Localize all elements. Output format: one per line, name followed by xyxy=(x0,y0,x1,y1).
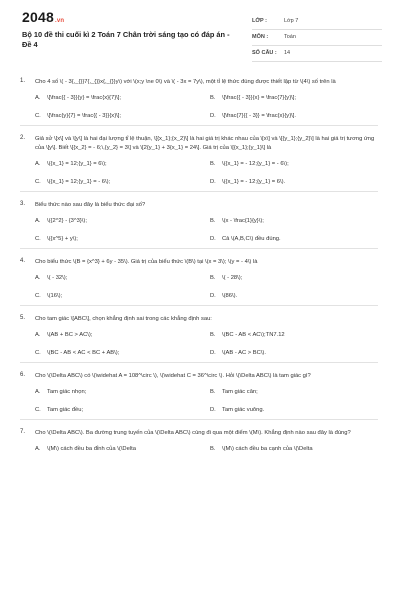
option-letter: A. xyxy=(35,95,41,101)
option-text: \({x_1} = - 12;{y_1} = 6\). xyxy=(222,179,286,185)
option-a[interactable] xyxy=(35,94,210,103)
option-text: \(86\). xyxy=(222,293,238,299)
option-a[interactable] xyxy=(35,388,210,397)
question-text: Biểu thức nào sau đây là biểu thức đại số? xyxy=(35,202,146,208)
option-d[interactable] xyxy=(210,235,385,244)
meta-key: SỐ CÂU : xyxy=(252,50,277,56)
meta-row-class xyxy=(252,14,382,30)
meta-value: Lớp 7 xyxy=(284,18,299,24)
question-1 xyxy=(20,78,378,126)
question-text: Cho tam giác \[ABC\], chọn khẳng định sai trong các khẳng định sau: xyxy=(35,316,212,322)
option-text: Cả \(A,B,C\) đều đúng. xyxy=(222,236,281,242)
option-text: Tam giác đều; xyxy=(47,407,84,413)
option-b[interactable] xyxy=(210,217,385,226)
question-number: 7. xyxy=(20,429,26,435)
option-letter: C. xyxy=(35,179,41,185)
question-text: Cho 4 số \( - 3{,_{}}7{,_{}}x{,_{}}y\) với \(x;y \ne 0\) và \( - 3x = 7y\), một tỉ lệ thức đúng được thiết lập từ \(4\) số trên là xyxy=(35,79,336,85)
option-a[interactable] xyxy=(35,331,210,340)
option-text: Tam giác nhọn; xyxy=(47,389,87,395)
option-letter: D. xyxy=(210,407,216,413)
option-a[interactable] xyxy=(35,160,210,169)
option-letter: A. xyxy=(35,275,41,281)
site-logo[interactable] xyxy=(22,9,64,25)
option-text: \(M\) cách đều ba cạnh của \(\Delta xyxy=(222,446,313,452)
option-d[interactable] xyxy=(210,349,385,358)
exam-meta xyxy=(252,14,382,62)
option-text: \(BC - AB < AC < BC + AB\); xyxy=(47,350,120,356)
answer-options xyxy=(35,388,378,415)
option-letter: D. xyxy=(210,236,216,242)
meta-value: 14 xyxy=(284,50,291,56)
option-a[interactable] xyxy=(35,217,210,226)
option-text: \(AB - AC > BC\). xyxy=(222,350,266,356)
option-c[interactable] xyxy=(35,292,210,301)
option-text: \( - 28\); xyxy=(222,275,243,281)
option-text: \(AB + BC > AC\); xyxy=(47,332,93,338)
answer-options xyxy=(35,274,378,301)
option-text: \(M\) cách đều ba đỉnh của \(\Delta xyxy=(47,446,136,452)
option-b[interactable] xyxy=(210,445,385,454)
option-letter: C. xyxy=(35,350,41,356)
option-text: \({x_1} = 12;{y_1} = - 6\); xyxy=(47,179,111,185)
question-5 xyxy=(20,315,378,363)
option-letter: C. xyxy=(35,407,41,413)
question-3 xyxy=(20,201,378,249)
option-letter: B. xyxy=(210,95,216,101)
page-header xyxy=(0,0,400,66)
option-letter: C. xyxy=(35,236,41,242)
question-number: 3. xyxy=(20,201,26,207)
option-letter: D. xyxy=(210,350,216,356)
question-7 xyxy=(20,429,378,458)
question-text: Cho biểu thức \(B = {x^3} + 6y - 35\). Giá trị của biểu thức \(B\) tại \(x = 3\); \(y = - 4\) là xyxy=(35,259,258,265)
option-letter: D. xyxy=(210,293,216,299)
question-4 xyxy=(20,258,378,306)
option-letter: D. xyxy=(210,179,216,185)
option-text: \(x - \frac{1}{y}\); xyxy=(222,218,264,224)
option-text: \( - 32\); xyxy=(47,275,68,281)
question-2 xyxy=(20,135,378,192)
answer-options xyxy=(35,331,378,358)
option-letter: B. xyxy=(210,389,216,395)
meta-value: Toán xyxy=(284,34,296,40)
logo-number: 2048 xyxy=(22,9,54,25)
answer-options xyxy=(35,217,378,244)
option-letter: B. xyxy=(210,446,216,452)
option-c[interactable] xyxy=(35,235,210,244)
option-b[interactable] xyxy=(210,388,385,397)
option-c[interactable] xyxy=(35,112,210,121)
option-text: \({2^2} - {3^3}\); xyxy=(47,218,87,224)
exam-title: Bộ 10 đề thi cuối kì 2 Toán 7 Chân trời sáng tạo có đáp án - Đề 4 xyxy=(22,30,230,49)
option-text: \[\frac{{ - 3}}{y} = \frac{x}{7}\]; xyxy=(47,95,121,101)
option-a[interactable] xyxy=(35,274,210,283)
option-b[interactable] xyxy=(210,94,385,103)
question-6 xyxy=(20,372,378,420)
answer-options xyxy=(35,160,378,187)
option-text: \({x_1} = 12;{y_1} = 6\); xyxy=(47,161,107,167)
option-a[interactable] xyxy=(35,445,210,454)
option-letter: A. xyxy=(35,389,41,395)
option-text: \[\frac{y}{7} = \frac{{ - 3}}{x}\]; xyxy=(47,113,121,119)
option-letter: B. xyxy=(210,161,216,167)
option-c[interactable] xyxy=(35,178,210,187)
option-letter: D. xyxy=(210,113,216,119)
option-letter: A. xyxy=(35,332,41,338)
question-number: 2. xyxy=(20,135,26,141)
option-d[interactable] xyxy=(210,406,385,415)
answer-options xyxy=(35,445,378,454)
option-letter: B. xyxy=(210,332,216,338)
question-number: 6. xyxy=(20,372,26,378)
option-d[interactable] xyxy=(210,178,385,187)
question-number: 1. xyxy=(20,78,26,84)
option-b[interactable] xyxy=(210,331,385,340)
meta-key: MÔN : xyxy=(252,34,269,40)
option-letter: C. xyxy=(35,293,41,299)
option-text: \[\frac{7}{{ - 3}} = \frac{x}{y}\]. xyxy=(222,113,296,119)
option-text: \({x_1} = - 12;{y_1} = - 6\); xyxy=(222,161,289,167)
option-text: Tam giác vuông. xyxy=(222,407,265,413)
option-b[interactable] xyxy=(210,160,385,169)
option-letter: A. xyxy=(35,446,41,452)
option-letter: C. xyxy=(35,113,41,119)
option-b[interactable] xyxy=(210,274,385,283)
question-number: 5. xyxy=(20,315,26,321)
option-letter: B. xyxy=(210,275,216,281)
option-letter: B. xyxy=(210,218,216,224)
option-text: \({x^5} + y\); xyxy=(47,236,78,242)
option-text: \(16\); xyxy=(47,293,63,299)
option-c[interactable] xyxy=(35,349,210,358)
question-number: 4. xyxy=(20,258,26,264)
option-c[interactable] xyxy=(35,406,210,415)
meta-row-count xyxy=(252,46,382,62)
option-text: \(BC - AB < AC\);TN7.12 xyxy=(222,332,285,338)
option-d[interactable] xyxy=(210,112,385,121)
meta-row-subject xyxy=(252,30,382,46)
option-text: Tam giác cân; xyxy=(222,389,258,395)
meta-key: LỚP : xyxy=(252,18,267,24)
option-text: \[\frac{{ - 3}}{x} = \frac{7}{y}\]; xyxy=(222,95,296,101)
question-list xyxy=(0,78,400,467)
question-text: Giả sử \[x\] và \[y\] là hai đại lượng tỉ lệ thuận, \[{x_1};{x_2}\] là hai giá trị khác nhau của \[x\] và \[{y_1};{y_2}\] là hai giá trị tương ứng của \[y\]. Biết \[{x_2} = - 6;\,{y_2} = 3\] và \[2{y_1} + 3{x_1} = 24\]. Giá trị của \[{x_1};{y_1}\] là xyxy=(35,136,375,151)
answer-options xyxy=(35,94,378,121)
option-letter: A. xyxy=(35,161,41,167)
question-text: Cho \(\Delta ABC\) có \(\widehat A = 108^\circ \), \(\widehat C = 36^\circ \). Hỏi \(\Delta ABC\) là tam giác gì? xyxy=(35,373,311,379)
option-d[interactable] xyxy=(210,292,385,301)
option-letter: A. xyxy=(35,218,41,224)
logo-suffix: .vn xyxy=(54,18,65,24)
question-text: Cho \(\Delta ABC\). Ba đường trung tuyến của \(\Delta ABC\) cùng đi qua một điểm \(M\). Khẳng định nào sau đây là đúng? xyxy=(35,430,351,436)
